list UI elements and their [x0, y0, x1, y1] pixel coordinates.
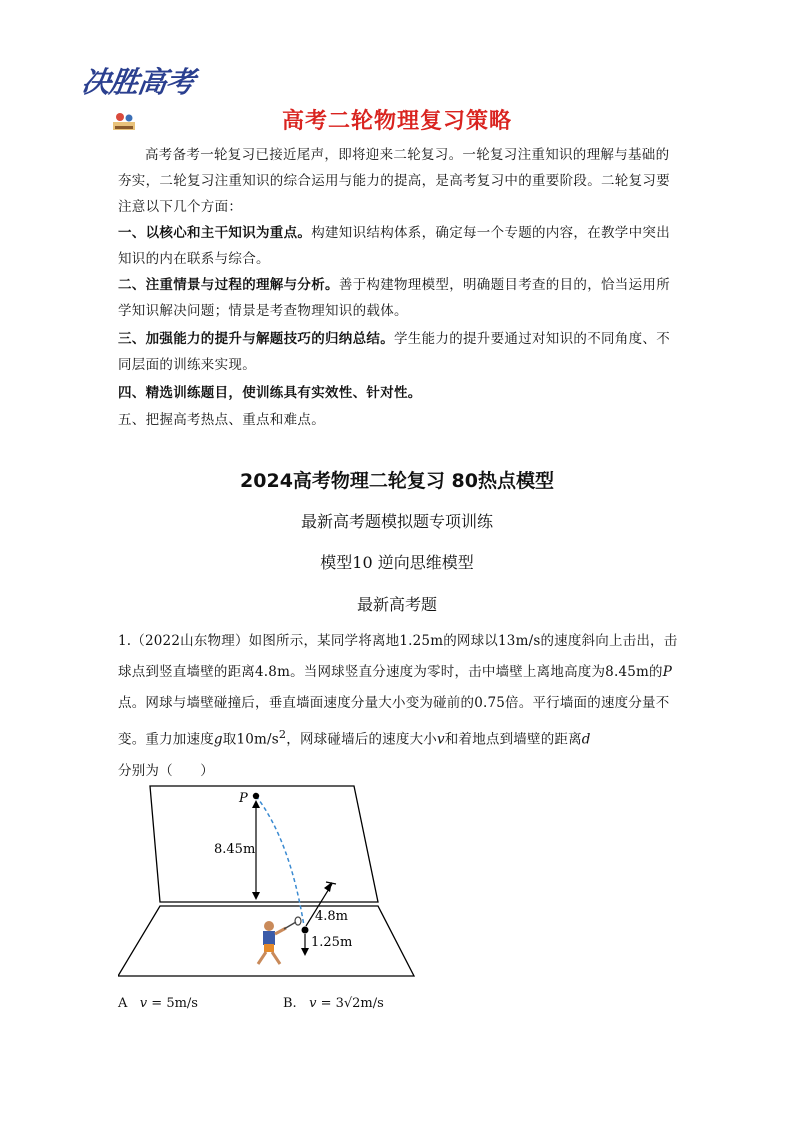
question-text-f: 分别为（ ） [118, 762, 214, 779]
label-height: 8.45m [214, 842, 256, 857]
point-2-text: 善于构建物理模型，明确题目考查的目的，恰当运用所学知识解决问题；情景是考查物理知识的载体。 [118, 277, 671, 319]
option-a-var: v [139, 996, 148, 1011]
question-var-g: g [213, 731, 223, 748]
wall [150, 786, 378, 902]
section-title: 最新高考题 [356, 595, 437, 614]
subheading: 最新高考题模拟题专项训练 [300, 512, 493, 531]
logo-text: 决胜高考 [79, 65, 197, 99]
point-1 [118, 220, 680, 272]
point-2-bold: 二、注重情景与过程的理解与分析。 [118, 277, 339, 293]
question-text-c: 取10m/s [222, 731, 279, 748]
point-3-text: 学生能力的提升要通过对知识的不同角度、不同层面的训练来实现。 [118, 331, 670, 373]
intro-paragraph: 高考备考一轮复习已接近尾声，即将迎来二轮复习。一轮复习注重知识的理解与基础的夯实，二轮复习注重知识的综合运用与能力的提高，是高考复习中的重要阶段。二轮复习要注意以下几个方面： [118, 147, 670, 215]
question-text-b: 点。网球与墙壁碰撞后，垂直墙面速度分量大小变为碰前的0.75倍。平行墙面的速度分量不变。重力加速度 [118, 695, 670, 748]
option-b-label: B. [283, 996, 297, 1011]
point-4-bold: 四、精选训练题目，使训练具有实效性、针对性。 [118, 385, 422, 401]
option-b-value: = 3√2m/s [316, 996, 384, 1011]
label-low: 1.25m [311, 935, 353, 950]
option-b-var: v [309, 996, 317, 1011]
point-3-bold: 三、加强能力的提升与解题技巧的归纳总结。 [118, 331, 394, 347]
question-var-v: v [436, 731, 445, 748]
question-source: （2022山东物理） [131, 633, 249, 649]
point-2 [118, 272, 680, 324]
tennis-player-icon [258, 917, 301, 964]
question-exponent: 2 [278, 728, 287, 741]
question-text-a: 如图所示，某同学将离地1.25m的网球以13m/s的速度斜向上击出，击球点到竖直墙壁的距离4.8m。当网球竖直分速度为零时，击中墙壁上离地高度为8.45m的 [118, 633, 678, 680]
point-1-bold: 一、以核心和主干知识为重点。 [118, 225, 312, 241]
main-heading: 2024高考物理二轮复习 80热点模型 [240, 470, 554, 492]
option-a [118, 996, 198, 1011]
point-5 [118, 407, 680, 433]
point-4 [118, 380, 680, 406]
option-b [283, 996, 384, 1011]
option-a-label: A [118, 996, 128, 1011]
model-title: 模型10 逆向思维模型 [320, 553, 474, 572]
point-1-text: 构建知识结构体系，确定每一个专题的内容，在教学中突出知识的内在联系与综合。 [118, 225, 671, 267]
label-p: P [239, 791, 248, 806]
page-title: 高考二轮物理复习策略 [281, 109, 512, 134]
question-var-d: d [581, 731, 591, 748]
point-3 [118, 326, 680, 378]
question-text-d: ，网球碰墙后的速度大小 [286, 731, 437, 748]
ball [302, 927, 309, 934]
question-text-e: 和着地点到墙壁的距离 [444, 731, 582, 748]
question-1 [118, 626, 680, 787]
label-distance: 4.8m [315, 909, 349, 924]
point-p [253, 793, 259, 799]
point-5-text: 五、把握高考热点、重点和难点。 [118, 412, 325, 428]
question-var-p: P [662, 664, 673, 680]
physics-diagram [118, 780, 418, 980]
question-number: 1. [118, 633, 132, 649]
option-a-value: = 5m/s [147, 996, 198, 1011]
